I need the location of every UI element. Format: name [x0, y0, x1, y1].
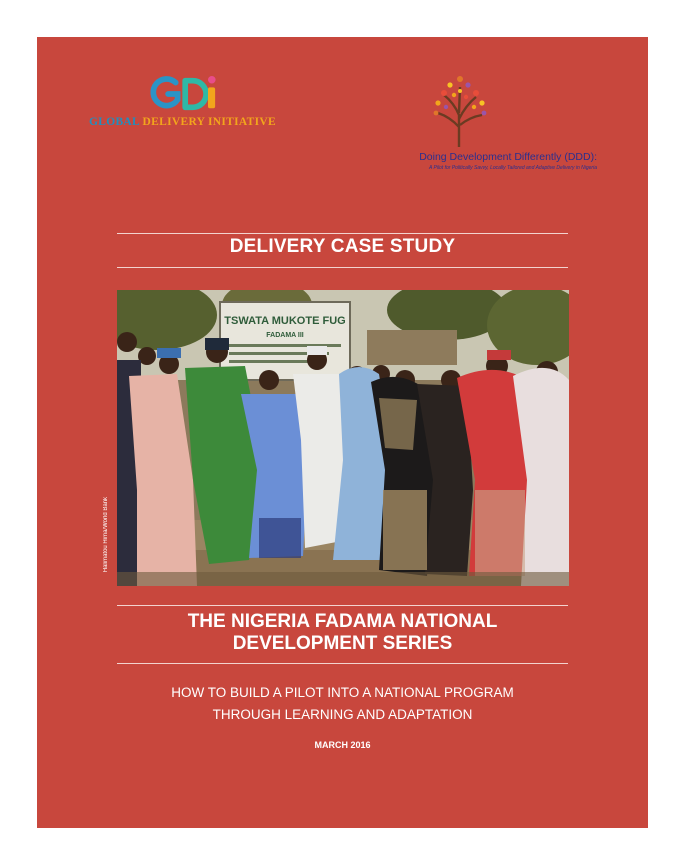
report-cover [37, 37, 648, 828]
subtitle-line: THROUGH LEARNING AND ADAPTATION [212, 707, 473, 722]
ddd-logo [367, 67, 597, 177]
gdi-logo [89, 75, 279, 135]
subtitle [97, 682, 588, 726]
publication-date: MARCH 2016 [314, 740, 371, 750]
sign-title: TSWATA MUKOTE FUG [224, 315, 346, 327]
photo-credit: Halimatou Hima/World Bank [103, 497, 109, 573]
ddd-subtitle: A Pilot for Politically Savvy, Locally Tailored and Adaptive Delivery in Nigeria [428, 165, 597, 171]
divider [117, 267, 568, 268]
divider [117, 605, 568, 606]
divider [117, 663, 568, 664]
cover-photo [117, 290, 569, 586]
series-title-line: DEVELOPMENT SERIES [232, 633, 453, 654]
gdi-wordmark: GLOBAL DELIVERY INITIATIVE [89, 116, 276, 128]
series-title-line: THE NIGERIA FADAMA NATIONAL [187, 611, 498, 632]
ddd-title: Doing Development Differently (DDD): [419, 151, 597, 163]
case-study-label: DELIVERY CASE STUDY [229, 236, 456, 257]
sign-subtitle: FADAMA III [266, 332, 304, 339]
tree-icon [430, 69, 490, 149]
gdi-mark-icon [149, 75, 229, 113]
series-title [117, 611, 568, 655]
divider [117, 233, 568, 234]
subtitle-line: HOW TO BUILD A PILOT INTO A NATIONAL PROGRAM [171, 685, 514, 700]
